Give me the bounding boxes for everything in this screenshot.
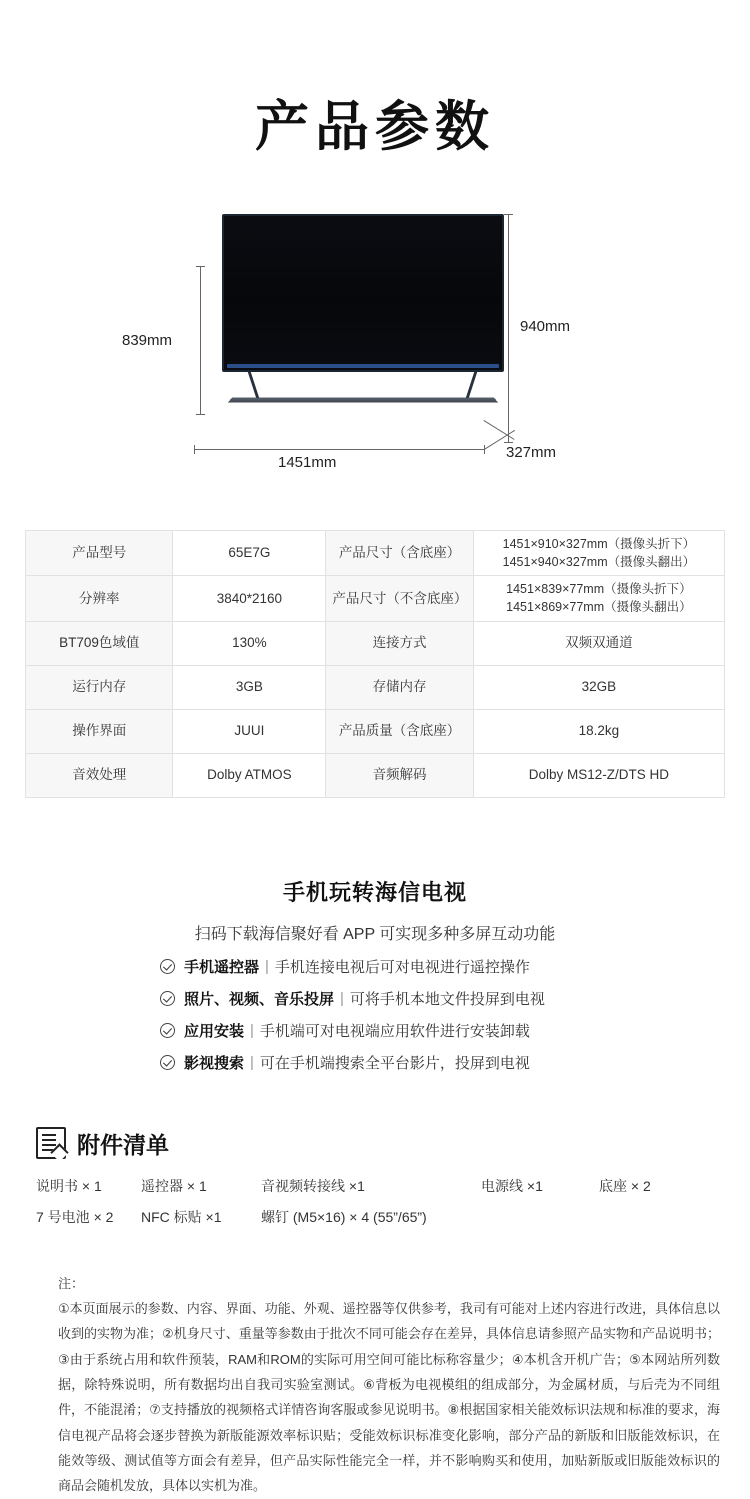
measure-tick-top-left — [196, 266, 205, 267]
list-item: 音视频转接线 ×1 — [261, 1177, 365, 1194]
spec-key: 分辨率 — [26, 576, 173, 621]
phone-section-subtitle: 扫码下载海信聚好看 APP 可实现多种多屏互动功能 — [194, 925, 556, 943]
measure-line-width — [194, 449, 484, 450]
spec-value: 65E7G — [173, 531, 326, 576]
spec-value: 32GB — [473, 665, 724, 709]
label-height-with-stand: 940mm — [520, 318, 571, 335]
tv-screen — [222, 214, 504, 372]
spec-key: 产品质量（含底座） — [326, 709, 473, 753]
spec-key: 操作界面 — [26, 709, 173, 753]
list-item — [160, 956, 610, 977]
tv-stand-base — [228, 398, 498, 403]
spec-value-line2: 1451×940×327mm（摄像头翻出） — [502, 555, 696, 570]
list-item: 7 号电池 × 2 — [36, 1208, 114, 1225]
list-item: 底座 × 2 — [599, 1177, 651, 1194]
check-circle-icon — [160, 959, 175, 974]
spec-key: 产品尺寸（不含底座） — [326, 576, 473, 621]
feature-name: 影视搜索 — [184, 1054, 245, 1072]
tv-leg-left — [248, 372, 259, 398]
measure-tick-bottom-left — [196, 414, 205, 415]
list-item — [160, 1020, 610, 1041]
feature-name: 照片、视频、音乐投屏 — [184, 990, 335, 1008]
feature-desc: 可将手机本地文件投屏到电视 — [349, 990, 545, 1008]
feature-desc: 手机连接电视后可对电视进行遥控操作 — [274, 958, 530, 976]
spec-value-line1: 1451×910×327mm（摄像头折下） — [502, 537, 696, 551]
feature-separator: | — [265, 957, 269, 975]
feature-name: 手机遥控器 — [184, 958, 260, 976]
measure-line-height-with-stand — [508, 214, 509, 442]
check-circle-icon — [160, 991, 175, 1006]
spec-key: BT709色域值 — [26, 621, 173, 665]
measure-line-depth-guide — [483, 420, 514, 440]
label-depth: 327mm — [506, 444, 557, 461]
spec-value: 3GB — [173, 665, 326, 709]
list-item — [481, 1207, 599, 1227]
label-height-no-stand: 839mm — [122, 332, 173, 349]
feature-separator: | — [340, 989, 344, 1007]
measure-line-height-no-stand — [200, 266, 201, 414]
table-row — [26, 621, 725, 665]
accessory-section — [0, 1127, 750, 1227]
document-list-icon — [36, 1127, 66, 1159]
spec-value: Dolby ATMOS — [173, 753, 326, 797]
spec-key: 产品型号 — [26, 531, 173, 576]
feature-desc: 可在手机端搜索全平台影片，投屏到电视 — [259, 1054, 530, 1072]
list-item: 电源线 ×1 — [481, 1177, 543, 1194]
accessory-grid — [36, 1176, 750, 1227]
feature-separator: | — [250, 1053, 254, 1071]
spec-key: 产品尺寸（含底座） — [326, 531, 473, 576]
measure-tick-bottom-right — [504, 442, 513, 443]
footnotes-label: 注： — [58, 1275, 85, 1291]
feature-separator: | — [250, 1021, 254, 1039]
spec-key: 音效处理 — [26, 753, 173, 797]
label-width: 1451mm — [278, 454, 337, 471]
tv-illustration — [222, 214, 504, 414]
dimension-diagram — [0, 206, 750, 506]
list-item: 遥控器 × 1 — [141, 1177, 207, 1194]
spec-value — [473, 531, 724, 576]
measure-tick-top-right — [504, 214, 513, 215]
table-row — [26, 665, 725, 709]
spec-key: 连接方式 — [326, 621, 473, 665]
spec-key: 存储内存 — [326, 665, 473, 709]
list-item: 螺钉 (M5×16) × 4 (55”/65”) — [261, 1208, 427, 1225]
spec-value: JUUI — [173, 709, 326, 753]
spec-value-line2: 1451×869×77mm（摄像头翻出） — [506, 600, 692, 615]
list-item — [160, 1052, 610, 1073]
accessory-title: 附件清单 — [77, 1131, 169, 1158]
feature-name: 应用安装 — [184, 1022, 245, 1040]
table-row — [26, 709, 725, 753]
spec-value: Dolby MS12-Z/DTS HD — [473, 753, 724, 797]
spec-table — [25, 530, 725, 798]
spec-key: 音频解码 — [326, 753, 473, 797]
list-item — [160, 988, 610, 1009]
spec-key: 运行内存 — [26, 665, 173, 709]
spec-value: 3840*2160 — [173, 576, 326, 621]
table-row — [26, 531, 725, 576]
phone-section — [0, 876, 750, 1073]
check-circle-icon — [160, 1023, 175, 1038]
table-row — [26, 753, 725, 797]
list-item: 说明书 × 1 — [36, 1177, 102, 1194]
spec-value — [473, 576, 724, 621]
spec-value: 18.2kg — [473, 709, 724, 753]
tv-leg-right — [466, 372, 477, 398]
accessory-header — [36, 1127, 750, 1160]
page-title: 产品参数 — [255, 97, 495, 157]
spec-value: 130% — [173, 621, 326, 665]
measure-tick-left-width — [194, 445, 195, 454]
feature-desc: 手机端可对电视端应用软件进行安装卸载 — [259, 1022, 530, 1040]
spec-value-line1: 1451×839×77mm（摄像头折下） — [506, 582, 692, 597]
check-circle-icon — [160, 1055, 175, 1070]
list-item: NFC 标贴 ×1 — [141, 1208, 222, 1225]
footnotes — [58, 1271, 720, 1499]
list-item — [599, 1207, 699, 1227]
phone-section-title: 手机玩转海信电视 — [282, 879, 467, 905]
spec-value: 双频双通道 — [473, 621, 724, 665]
footnotes-body: ①本页面展示的参数、内容、界面、功能、外观、遥控器等仅供参考，我司有可能对上述内容进行改进，具体信息以收到的实物为准；②机身尺寸、重量等参数由于批次不同可能会存在差异，具体信息请参照产品实物和产品说明书；③由于系统占用和软件预装，RAM和ROM的实际可用空间可能比标称容量少；④本机含开机广告；⑤本网站所列数据，除特殊说明，所有数据均出自我司实验室测试。⑥背板为电视模组的组成部分，为金属材质，与后壳为不同组件，不能混淆；⑦支持播放的视频格式详情咨询客服或参见说明书。⑧根据国家相关能效标识法规和标准的要求，海信电视产品将会逐步替换为新版能源效率标识贴；受能效标识标准变化影响，部分产品的新版和旧版能效标识，在能效等级、测试值等方面会有差异，但产品实际性能完全一样，并不影响购买和使用，加贴新版或旧版能效标识的商品会随机发放，具体以实机为准。 — [58, 1300, 720, 1494]
table-row — [26, 576, 725, 621]
phone-feature-list — [140, 956, 610, 1073]
